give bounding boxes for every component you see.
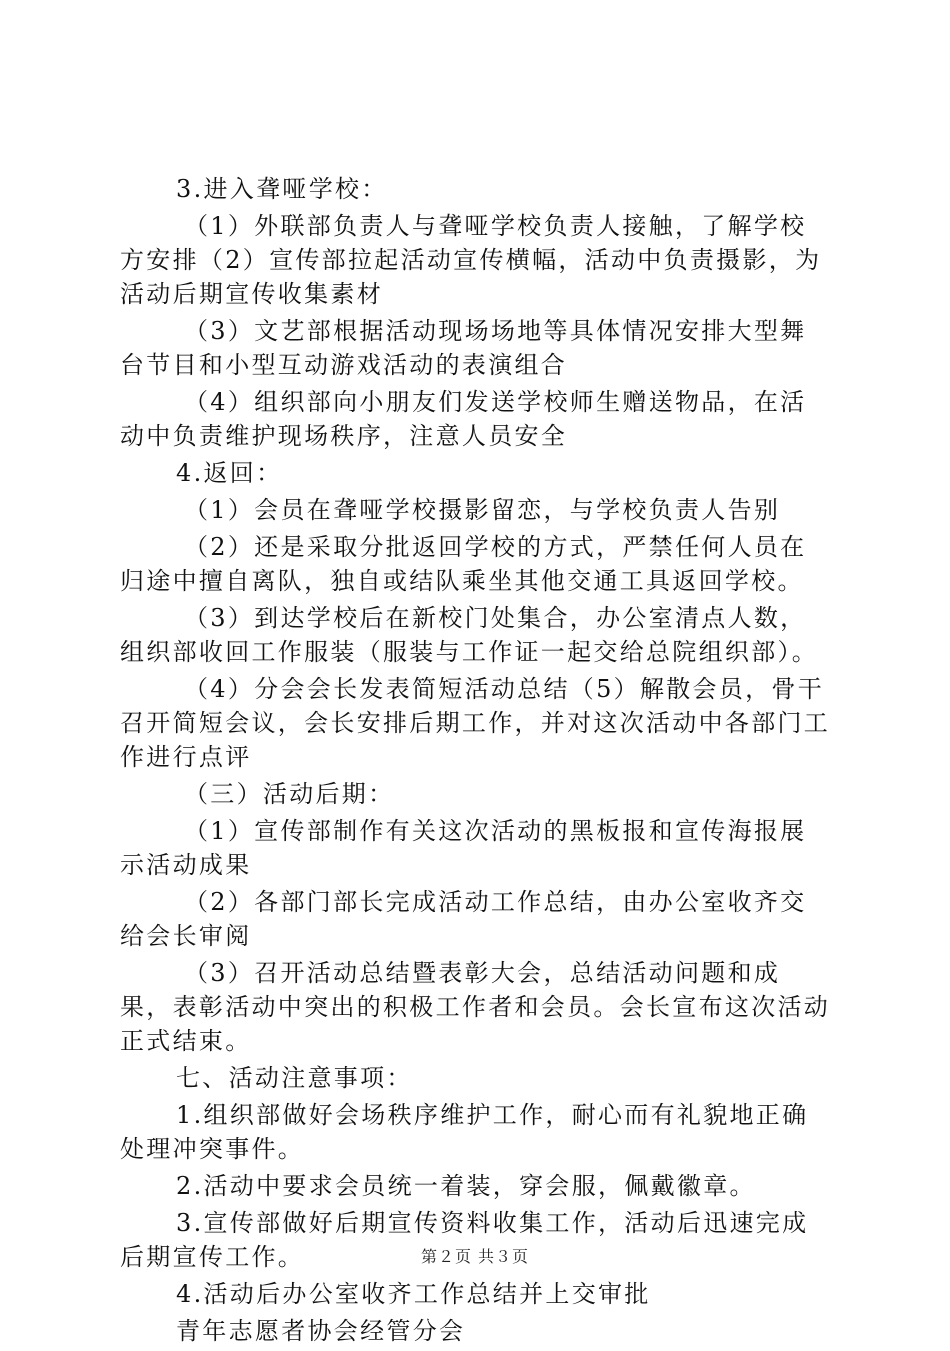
paragraph-list-item: （1）会员在聋哑学校摄影留恋，与学校负责人告别 [184,496,781,524]
paragraph-numbered-item: 1.组织部做好会场秩序维护工作，耐心而有礼貌地正确处理冲突事件。 [120,1101,809,1163]
paragraph-list-item: （4）组织部向小朋友们发送学校师生赠送物品，在活动中负责维护现场秩序，注意人员安全 [120,388,807,450]
document-body [120,172,832,1351]
paragraph-list-item: （1）外联部负责人与聋哑学校负责人接触，了解学校方安排（2）宣传部拉起活动宣传横幅，活动中负责摄影，为活动后期宣传收集素材 [120,212,822,308]
paragraph-numbered-item: 4.活动后办公室收齐工作总结并上交审批 [176,1280,651,1308]
paragraph-numbered-item: 3.宣传部做好后期宣传资料收集工作，活动后迅速完成后期宣传工作。 [120,1209,809,1271]
paragraph-list-item: （1）宣传部制作有关这次活动的黑板报和宣传海报展示活动成果 [120,817,807,879]
paragraph-section-heading: 4.返回： [176,459,283,487]
paragraph-subsection-heading: （三）活动后期： [184,780,395,808]
paragraph-list-item: （3）到达学校后在新校门处集合，办公室清点人数，组织部收回工作服装（服装与工作证一起交给总院组织部）。 [120,604,819,666]
page-number-footer: 第２页 共３页 [420,1247,530,1266]
paragraph-section-heading: 3.进入聋哑学校： [176,175,388,203]
paragraph-list-item: （3）召开活动总结暨表彰大会，总结活动问题和成果，表彰活动中突出的积极工作者和会员。会长宣布这次活动正式结束。 [120,959,831,1055]
paragraph-list-item: （4）分会会长发表简短活动总结（5）解散会员，骨干召开简短会议，会长安排后期工作，并对这次活动中各部门工作进行点评 [120,675,831,771]
signature-organization: 青年志愿者协会经管分会 [176,1317,466,1345]
paragraph-list-item: （2）各部门部长完成活动工作总结，由办公室收齐交给会长审阅 [120,888,807,950]
paragraph-section-heading: 七、活动注意事项： [176,1064,413,1092]
paragraph-numbered-item: 2.活动中要求会员统一着装，穿会服，佩戴徽章。 [176,1172,756,1200]
paragraph-list-item: （3）文艺部根据活动现场场地等具体情况安排大型舞台节目和小型互动游戏活动的表演组合 [120,317,807,379]
paragraph-list-item: （2）还是采取分批返回学校的方式，严禁任何人员在归途中擅自离队，独自或结队乘坐其他交通工具返回学校。 [120,533,807,595]
